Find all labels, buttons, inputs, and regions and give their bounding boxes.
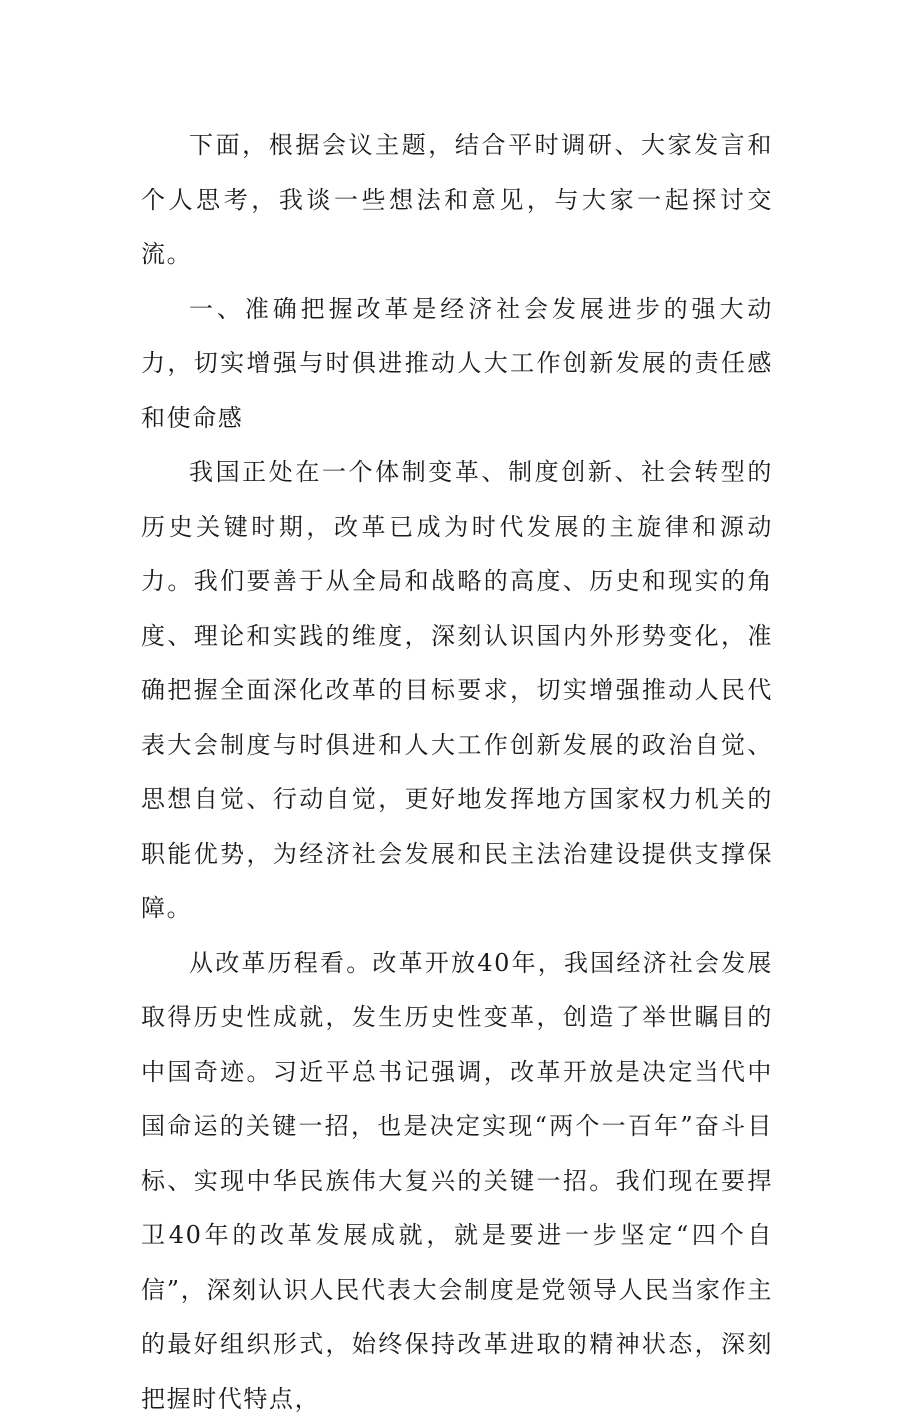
paragraph-reform-history: 从改革历程看。改革开放40年，我国经济社会发展取得历史性成就，发生历史性变革，创造了举世瞩目的中国奇迹。习近平总书记强调，改革开放是决定当代中国命运的关键一招，也是决定实现“两个一百年”奋斗目标、实现中华民族伟大复兴的关键一招。我们现在要捍卫40年的改革发展成就，就是要进一步坚定“四个自信”，深刻认识人民代表大会制度是党领导人民当家作主的最好组织形式，始终保持改革进取的精神状态，深刻把握时代特点， [141, 936, 773, 1426]
paragraph-body: 我国正处在一个体制变革、制度创新、社会转型的历史关键时期，改革已成为时代发展的主旋律和源动力。我们要善于从全局和战略的高度、历史和现实的角度、理论和实践的维度，深刻认识国内外形势变化，准确把握全面深化改革的目标要求，切实增强推动人民代表大会制度与时俱进和人大工作创新发展的政治自觉、思想自觉、行动自觉，更好地发挥地方国家权力机关的职能优势，为经济社会发展和民主法治建设提供支撑保障。 [141, 445, 773, 936]
paragraph-intro: 下面，根据会议主题，结合平时调研、大家发言和个人思考，我谈一些想法和意见，与大家一起探讨交流。 [141, 118, 773, 282]
document-body [141, 118, 773, 1426]
section-heading-1: 一、准确把握改革是经济社会发展进步的强大动力，切实增强与时俱进推动人大工作创新发展的责任感和使命感 [141, 282, 773, 446]
